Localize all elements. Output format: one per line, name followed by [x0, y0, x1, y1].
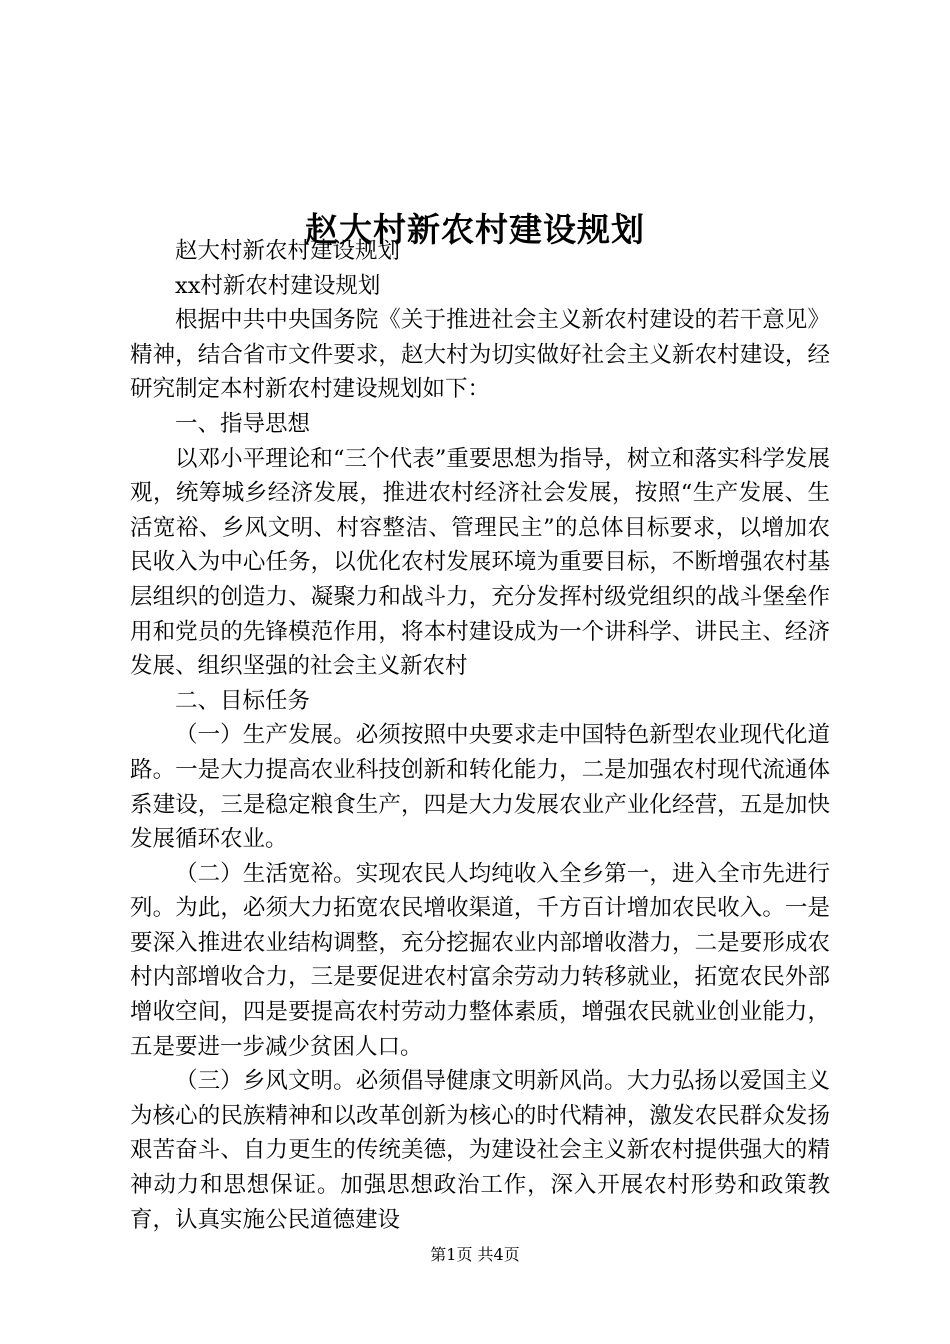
page-number-footer: 第1页 共4页 [430, 1245, 520, 1264]
section-heading-guiding-thought: 一、指导思想 [175, 410, 311, 437]
paragraph-production: （一）生产发展。必须按照中央要求走中国特色新型农业现代化道路。一是大力提高农业科技创新和转化能力，二是加强农村现代流通体系建设，三是稳定粮食生产，四是大力发展农业产业化经营，五是加快发展循环农业。 [130, 722, 830, 853]
paragraph-living: （二）生活宽裕。实现农民人均纯收入全乡第一，进入全市先进行列。为此，必须大力拓宽农民增收渠道，千方百计增加农民收入。一是要深入推进农业结构调整，充分挖掘农业内部增收潜力，二是要形成农村内部增收合力，三是要促进农村富余劳动力转移就业，拓宽农民外部增收空间，四是要提高农村劳动力整体素质，增强农民就业创业能力，五是要进一步减少贫困人口。 [130, 860, 830, 1060]
paragraph-intro: 根据中共中央国务院《关于推进社会主义新农村建设的若干意见》精神，结合省市文件要求，赵大村为切实做好社会主义新农村建设，经研究制定本村新农村建设规划如下： [130, 307, 830, 403]
section-heading-goals: 二、目标任务 [175, 687, 311, 714]
document-title: 赵大村新农村建设规划 [305, 210, 645, 250]
paragraph-subtitle: 赵大村新农村建设规划 [175, 238, 401, 264]
document-body [130, 234, 830, 1237]
paragraph-subtitle-alt: xx村新农村建设规划 [175, 272, 381, 299]
paragraph-guiding-thought: 以邓小平理论和“三个代表”重要思想为指导，树立和落实科学发展观，统筹城乡经济发展，推进农村经济社会发展，按照“生产发展、生活宽裕、乡风文明、村容整洁、管理民主”的总体目标要求，以增加农民收入为中心任务，以优化农村发展环境为重要目标，不断增强农村基层组织的创造力、凝聚力和战斗力，充分发挥村级党组织的战斗堡垒作用和党员的先锋模范作用，将本村建设成为一个讲科学、讲民主、经济发展、组织坚强的社会主义新农村 [130, 445, 830, 680]
paragraph-civilization: （三）乡风文明。必须倡导健康文明新风尚。大力弘扬以爱国主义为核心的民族精神和以改革创新为核心的时代精神，激发农民群众发扬艰苦奋斗、自力更生的传统美德，为建设社会主义新农村提供强大的精神动力和思想保证。加强思想政治工作，深入开展农村形势和政策教育，认真实施公民道德建设 [130, 1068, 830, 1233]
